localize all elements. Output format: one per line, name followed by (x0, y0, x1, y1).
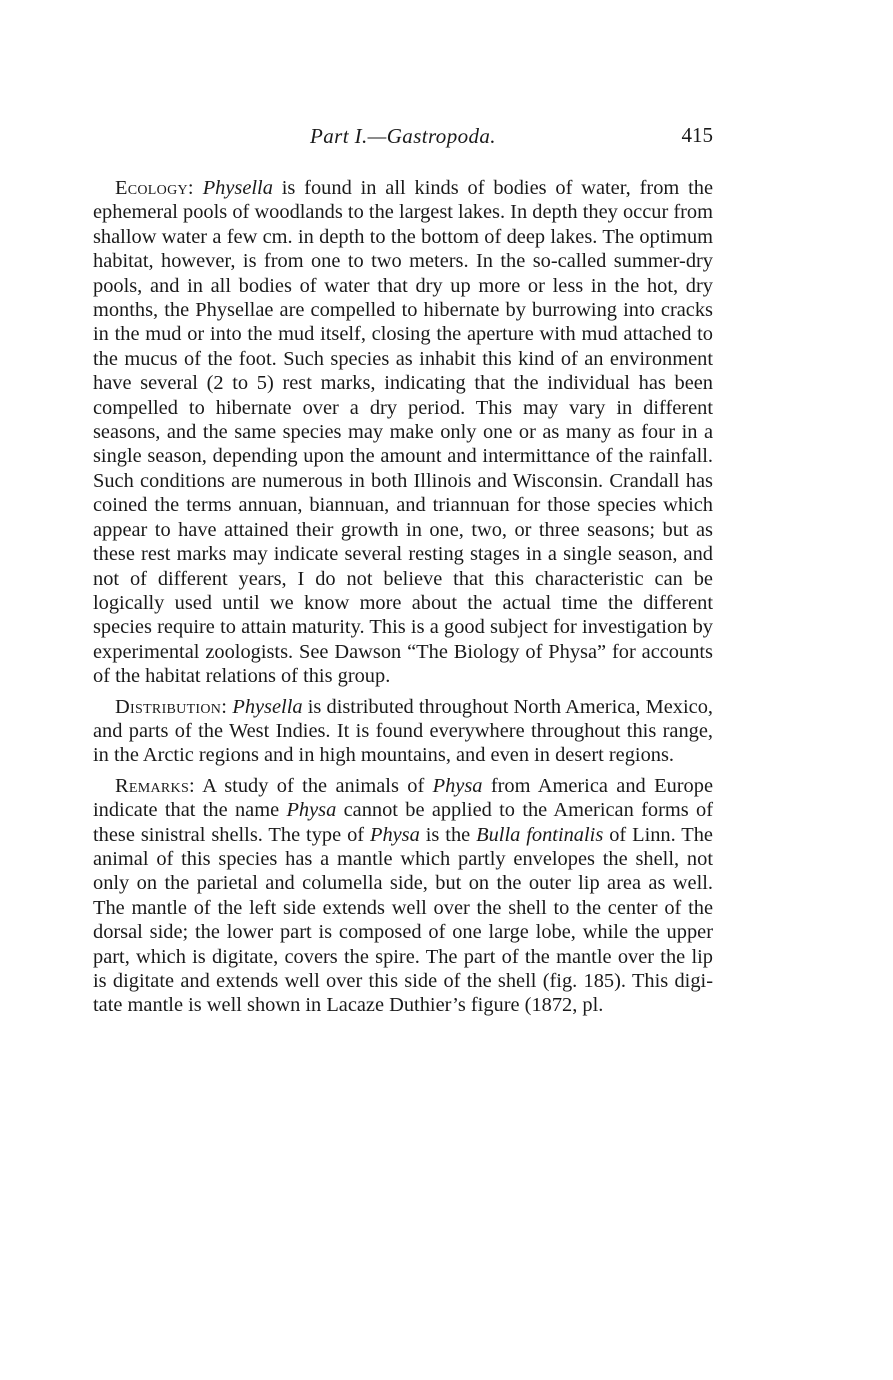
remarks-text-2: from America and Europe indicate that the name (93, 774, 713, 822)
distribution-text: is distributed throughout North America, Mexico, and parts of the West Indies. It is found everywhere throughout this range, in the Arctic regions and in high mountains, and even in desert regions. (93, 695, 713, 767)
ecology-paragraph (93, 176, 713, 689)
distribution-paragraph (93, 695, 713, 768)
page (93, 118, 713, 1024)
running-title: Part I.—Gastropoda. (310, 124, 496, 148)
ecology-label: Ecology: (115, 177, 194, 199)
remarks-genus-1: Physa (432, 774, 483, 797)
ecology-text: is found in all kinds of bodies of water, from the ephemeral pools of woodlands to the largest lakes. In depth they occur from shallow water a few cm. in depth to the bottom of deep lakes. The optimum habitat, however, is from one to two meters. In the so-called summer-dry pools, and in all bodies of water that dry up more or less in the hot, dry months, the Physellae are compelled to hibernate by burrowing into cracks in the mud or into the mud itself, closing the aperture with mud attached to the mucus of the foot. Such species as inhabit this kind of an environment have several (2 to 5) rest marks, indicating that the individual has been compelled to hibernate over a dry period. This may vary in different seasons, and the same species may make only one or as many as four in a single season, depending upon the amount and intermittance of the rainfall. Such conditions are numerous in both Illinois and Wisconsin. Crandall has coined the terms annuan, biannuan, and triannuan for those species which appear to have attained their growth in one, two, or three seasons; but as these rest marks may indicate several resting stages in a single season, and not of different years, I do not believe that this characteristic can be logically used until we know more about the actual time the different species require to attain maturity. This is a good subject for investigation by experimental zoologists. See Dawson “The Biology of Physa” for accounts of the habitat relations of this group. (93, 177, 713, 688)
running-head (93, 118, 713, 158)
remarks-genus-3: Physa (369, 823, 420, 846)
remarks-text-4: is the (419, 823, 477, 846)
distribution-label: Distribution: (115, 695, 228, 718)
remarks-text-1: A study of the animals of (195, 774, 433, 797)
remarks-text-3: cannot be applied to the American forms of these sinistral shells. The type of (93, 799, 713, 846)
remarks-genus-2: Physa (286, 799, 337, 822)
page-number: 415 (681, 123, 713, 147)
ecology-genus: Physella (202, 177, 273, 199)
remarks-label: Remarks: (115, 774, 196, 797)
remarks-species: Bulla fontinalis (476, 823, 604, 846)
remarks-text-5: of Linn. The animal of this species has a mantle which partly envelopes the shell, not only on the parietal and columella side, but on the outer lip area as well. The mantle of the left side extends well over the shell to the center of the dorsal side; the lower part is composed of one large lobe, while the upper part, which is digitate, covers the spire. The part of the mantle over the lip is digitate and extends well over this side of the shell (fig. 185). This digitate mantle is well shown in Lacaze Duthier’s figure (1872, pl. (93, 823, 713, 1017)
remarks-paragraph (93, 774, 713, 1018)
distribution-genus: Physella (232, 695, 303, 718)
body-text (93, 176, 713, 1018)
